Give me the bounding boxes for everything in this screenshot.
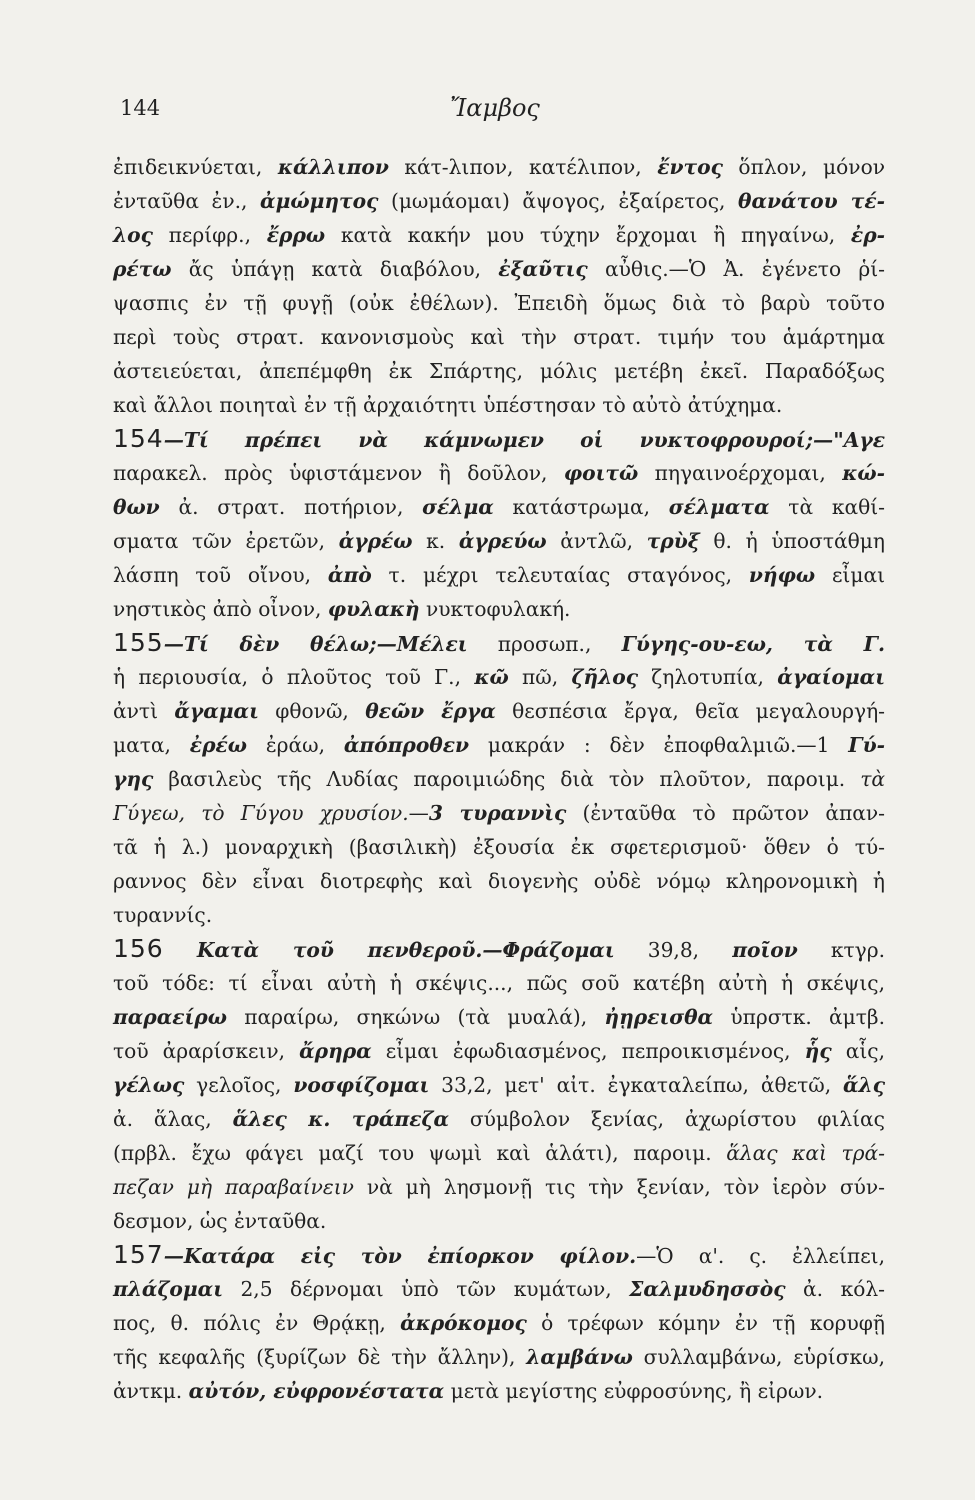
headword: ἧς <box>804 1039 832 1063</box>
section-number: 157 <box>113 1240 164 1269</box>
gloss-text: ἐράω, <box>247 733 344 757</box>
gloss-text: κάτ-λιπον, κατέλιπον, <box>388 155 658 179</box>
headword: ἔντος <box>657 155 723 179</box>
headword: —Τί δὲν θέλω;—Μέλει <box>163 632 468 656</box>
headword: θανάτου τέ- <box>737 189 885 213</box>
text-line <box>113 1000 885 1034</box>
gloss-text: πος, θ. πόλις ἐν Θρᾴκῃ, <box>113 1311 401 1335</box>
text-line <box>113 218 885 252</box>
gloss-text: αὖθις.—Ὁ Ἀ. ἐγένετο ῥί- <box>587 257 885 281</box>
gloss-text: νυκτοφυλακή. <box>419 597 571 621</box>
headword: κῶ <box>474 665 509 689</box>
gloss-text: ἀντὶ <box>113 699 175 723</box>
gloss-text: προσωπ., <box>467 632 622 656</box>
gloss-text: τοῦ τόδε: τί εἶναι αὐτὴ ἡ σκέψις..., πῶς σοῦ κατέβη αὐτὴ ἡ σκέψις, <box>113 971 885 995</box>
gloss-text: (πρβλ. ἔχω φάγει μαζί του ψωμὶ καὶ ἁλάτι), παροιμ. <box>113 1141 727 1165</box>
gloss-text: ζηλοτυπία, <box>638 665 778 689</box>
headword: ἀπόπροθεν <box>343 733 470 757</box>
headword: λαμβάνω <box>526 1345 633 1369</box>
gloss-text <box>164 938 197 962</box>
text-line <box>113 694 885 728</box>
gloss-text: 33,2, μετ' αἰτ. ἐγκαταλείπω, ἀθετῶ, <box>429 1073 844 1097</box>
text-line <box>113 864 885 898</box>
gloss-text: τᾶ ἡ λ.) μοναρχικὴ (βασιλικὴ) ἐξουσία ἐκ σφετερισμοῦ· ὅθεν ὁ τύ- <box>113 835 885 859</box>
text-line <box>113 524 885 558</box>
text-line <box>113 966 885 1000</box>
gloss-text: παραίρω, σηκώνω (τὰ μυαλά), <box>226 1005 605 1029</box>
headword: ἀγρέω <box>338 529 413 553</box>
headword: τρὺξ <box>646 529 700 553</box>
text-line <box>113 932 885 966</box>
headword: ἀπὸ <box>327 563 372 587</box>
gloss-text: περίφρ., <box>152 223 267 247</box>
gloss-text: παρακελ. πρὸς ὑφιστάμενον ἢ δοῦλον, <box>113 461 564 485</box>
headword: πλάζομαι <box>113 1277 223 1301</box>
gloss-text: καὶ ἄλλοι ποιηταὶ ἐν τῇ ἀρχαιότητι ὑπέστησαν τὸ αὐτὸ ἀτύχημα. <box>113 393 783 417</box>
gloss-text: (μωμάομαι) ἄψογος, ἐξαίρετος, <box>378 189 738 213</box>
gloss-text: λάσπη τοῦ οἴνου, <box>113 563 328 587</box>
gloss-text: πῶ, <box>508 665 572 689</box>
gloss-text: ἀστειεύεται, ἀπεπέμφθη ἐκ Σπάρτης, μόλις μετέβη ἐκεῖ. Παραδόξως <box>113 359 885 383</box>
quotation: Γύγεω, τὸ Γύγου χρυσίον. <box>113 801 409 825</box>
quotation: πεζαν μὴ παραβαίνειν <box>113 1175 354 1199</box>
headword: κώ- <box>842 461 885 485</box>
gloss-text: ὁ τρέφων κόμην ἐν τῇ κορυφῇ <box>526 1311 885 1335</box>
gloss-text: σύμβολον ξενίας, ἀχωρίστου φιλίας <box>449 1107 885 1131</box>
gloss-text: κατάστρωμα, <box>493 495 669 519</box>
headword: Κατὰ τοῦ πενθεροῦ.—Φράζομαι <box>196 938 615 962</box>
headword: ἐρέω <box>189 733 247 757</box>
gloss-text: ἄς ὑπάγῃ κατὰ διαβόλου, <box>171 257 499 281</box>
text-line <box>113 1102 885 1136</box>
text-line <box>113 796 885 830</box>
text-line <box>113 626 885 660</box>
gloss-text: θ. ἡ ὑποστάθμη <box>699 529 885 553</box>
headword: ἀγαίομαι <box>777 665 885 689</box>
headword: ἔρρω <box>266 223 326 247</box>
headword: Γύ- <box>848 733 885 757</box>
quotation: τὰ <box>860 767 885 791</box>
text-line <box>113 286 885 320</box>
headword: ἠῃρεισθα <box>604 1005 714 1029</box>
page-header <box>120 96 880 132</box>
section-number: 156 <box>113 934 164 963</box>
quotation: ἅλας καὶ τρά- <box>726 1141 885 1165</box>
headword: ἀμώμητος <box>260 189 379 213</box>
gloss-text: σματα τῶν ἐρετῶν, <box>113 529 339 553</box>
headword: νήφω <box>748 563 816 587</box>
text-line <box>113 320 885 354</box>
headword: σέλμα <box>422 495 494 519</box>
headword: κάλλιπον <box>277 155 389 179</box>
gloss-text: κατὰ κακήν μου τύχην ἔρχομαι ἢ πηγαίνω, <box>325 223 851 247</box>
headword: ἐξαῦτις <box>498 257 588 281</box>
gloss-text: ματα, <box>113 733 190 757</box>
gloss-text: μακράν : δὲν ἐποφθαλμιῶ.—1 <box>469 733 849 757</box>
text-line <box>113 728 885 762</box>
headword: ἅλες κ. τράπεζα <box>232 1107 450 1131</box>
text-line <box>113 592 885 626</box>
headword: 3 τυραννὶς <box>428 801 567 825</box>
gloss-text: 39,8, <box>614 938 733 962</box>
gloss-text: εἶμαι ἐφωδιασμένος, πεπροικισμένος, <box>371 1039 805 1063</box>
gloss-text: πηγαινοέρχομαι, <box>638 461 843 485</box>
gloss-text: τοῦ ἀραρίσκειν, <box>113 1039 300 1063</box>
gloss-text: βασιλεὺς τῆς Λυδίας παροιμιώδης διὰ τὸν πλοῦτον, παροιμ. <box>153 767 861 791</box>
text-line <box>113 1238 885 1272</box>
gloss-text: ἐνταῦθα ἐν., <box>113 189 261 213</box>
text-line <box>113 898 885 932</box>
text-line <box>113 388 885 422</box>
headword: ζῆλος <box>571 665 638 689</box>
headword: ἄγαμαι <box>174 699 259 723</box>
headword: θεῶν ἔργα <box>365 699 496 723</box>
headword: ἄρηρα <box>299 1039 372 1063</box>
gloss-text: 2,5 δέρνομαι ὑπὸ τῶν κυμάτων, <box>222 1277 630 1301</box>
headword: ἐρ- <box>850 223 885 247</box>
headword: παραείρω <box>113 1005 227 1029</box>
text-line <box>113 422 885 456</box>
text-line <box>113 1374 885 1408</box>
headword: φυλακὴ <box>327 597 420 621</box>
gloss-text: δεσμον, ὡς ἐνταῦθα. <box>113 1209 327 1233</box>
text-line <box>113 1136 885 1170</box>
gloss-text: γελοῖος, <box>184 1073 294 1097</box>
headword: λος <box>113 223 153 247</box>
gloss-text: (ἐνταῦθα τὸ πρῶτον ἀπαν- <box>566 801 885 825</box>
commentary-text <box>113 150 885 1408</box>
gloss-text: ὑπρστκ. ἀμτβ. <box>713 1005 886 1029</box>
headword: φοιτῶ <box>563 461 639 485</box>
text-line <box>113 1034 885 1068</box>
gloss-text: περὶ τοὺς στρατ. κανονισμοὺς καὶ τὴν στρατ. τιμήν του ἁμάρτημα <box>113 325 885 349</box>
gloss-text: νηστικὸς ἀπὸ οἶνον, <box>113 597 328 621</box>
section-number: 155 <box>113 628 164 657</box>
text-line <box>113 150 885 184</box>
gloss-text: ραννος δὲν εἶναι διοτρεφὴς καὶ διογενὴς οὐδὲ νόμῳ κληρονομικὴ ἡ <box>113 869 885 893</box>
headword: σέλματα <box>668 495 770 519</box>
headword: γης <box>113 767 154 791</box>
text-line <box>113 1170 885 1204</box>
headword: θων <box>113 495 160 519</box>
headword: ἅλς <box>843 1073 885 1097</box>
gloss-text: ἀ. στρατ. ποτήριον, <box>159 495 423 519</box>
headword: ποῖον <box>732 938 798 962</box>
gloss-text: τὰ καθί- <box>769 495 885 519</box>
headword: γέλως <box>113 1073 185 1097</box>
headword: αὐτόν, εὐφρονέστατα <box>188 1379 445 1403</box>
gloss-text: ἀντκμ. <box>113 1379 189 1403</box>
gloss-text: — <box>408 801 429 825</box>
gloss-text: φθονῶ, <box>258 699 366 723</box>
section-number: 154 <box>113 424 164 453</box>
headword: —Τί πρέπει νὰ κάμνωμεν οἱ νυκτοφρουροί;—"Αγε <box>163 428 885 452</box>
gloss-text: ἐπιδεικνύεται, <box>113 155 278 179</box>
text-line <box>113 184 885 218</box>
text-line <box>113 1340 885 1374</box>
gloss-text: αἷς, <box>831 1039 885 1063</box>
gloss-text: ἡ περιουσία, ὁ πλοῦτος τοῦ Γ., <box>113 665 475 689</box>
text-line <box>113 1272 885 1306</box>
gloss-text: θεσπέσια ἔργα, θεῖα μεγαλουργή- <box>495 699 886 723</box>
gloss-text: ἀντλῶ, <box>546 529 647 553</box>
headword: Σαλμυδησσὸς <box>629 1277 786 1301</box>
text-line <box>113 762 885 796</box>
text-line <box>113 660 885 694</box>
text-line <box>113 252 885 286</box>
text-line <box>113 354 885 388</box>
text-line <box>113 1068 885 1102</box>
gloss-text: μετὰ μεγίστης εὐφροσύνης, ἢ εἰρων. <box>444 1379 824 1403</box>
gloss-text: ψασπις ἐν τῇ φυγῇ (οὐκ ἐθέλων). Ἐπειδὴ ὅμως διὰ τὸ βαρὺ τοῦτο <box>113 291 885 315</box>
gloss-text: κ. <box>412 529 459 553</box>
gloss-text: τῆς κεφαλῆς (ξυρίζων δὲ τὴν ἄλλην), <box>113 1345 527 1369</box>
gloss-text: ὅπλον, μόνον <box>722 155 885 179</box>
text-line <box>113 1204 885 1238</box>
gloss-text: —Ὁ α'. ς. ἐλλείπει, <box>636 1244 885 1268</box>
text-line <box>113 558 885 592</box>
text-line <box>113 456 885 490</box>
gloss-text: συλλαμβάνω, εὑρίσκω, <box>632 1345 885 1369</box>
headword: Γύγης-ου-εω, τὰ Γ. <box>621 632 885 656</box>
gloss-text: κτγρ. <box>797 938 886 962</box>
gloss-text: νὰ μὴ λησμονῇ τις τὴν ξενίαν, τὸν ἱερὸν σύν- <box>353 1175 885 1199</box>
headword: νοσφίζομαι <box>293 1073 430 1097</box>
running-title: Ἴαμβος <box>450 94 540 122</box>
headword: ἀκρόκομος <box>400 1311 527 1335</box>
page-number: 144 <box>120 96 161 120</box>
gloss-text: εἶμαι <box>815 563 885 587</box>
gloss-text: τ. μέχρι τελευταίας σταγόνος, <box>371 563 749 587</box>
text-line <box>113 830 885 864</box>
headword: ρέτω <box>113 257 172 281</box>
text-line <box>113 490 885 524</box>
gloss-text: ἀ. κόλ- <box>785 1277 885 1301</box>
gloss-text: τυραννίς. <box>113 903 213 927</box>
text-line <box>113 1306 885 1340</box>
headword: —Κατάρα εἰς τὸν ἐπίορκον φίλον. <box>163 1244 637 1268</box>
headword: ἀγρεύω <box>458 529 547 553</box>
gloss-text: ἀ. ἅλας, <box>113 1107 233 1131</box>
